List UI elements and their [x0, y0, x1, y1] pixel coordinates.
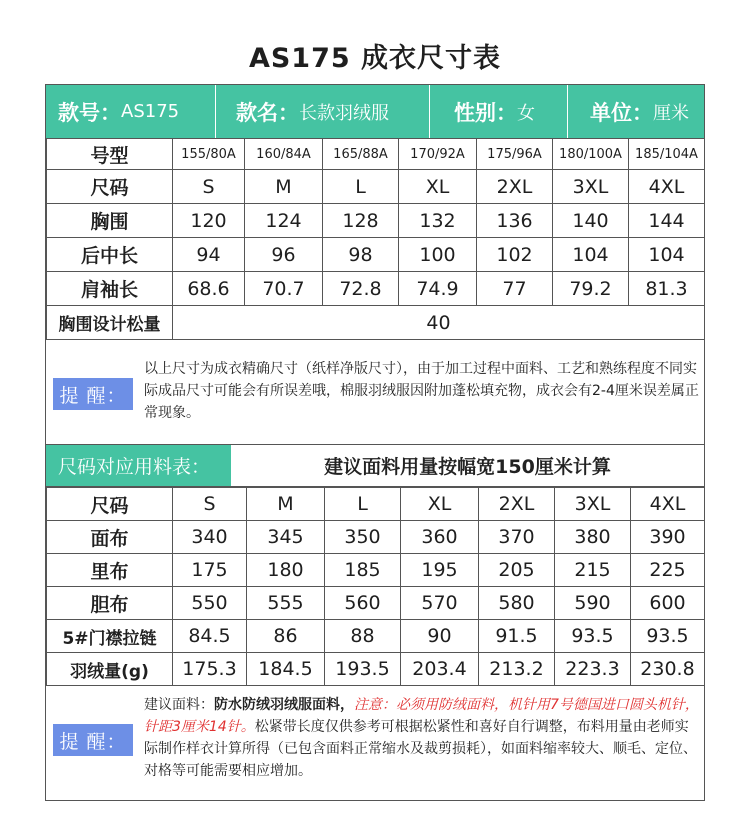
table-cell: 350: [325, 521, 401, 554]
table-cell: 124: [245, 204, 323, 238]
table-row: [47, 139, 705, 170]
table-cell: S: [173, 170, 245, 204]
table-cell: 175: [173, 554, 247, 587]
note-warning: 注意：必须用防绒面料，机针用7号德国进口圆头机针，针距3厘米14针。: [144, 697, 699, 735]
note-text: [144, 694, 699, 782]
table-cell: 91.5: [479, 620, 555, 653]
table-cell: 3XL: [553, 170, 629, 204]
table-cell: 170/92A: [399, 139, 477, 170]
table-cell: 340: [173, 521, 247, 554]
table-cell: 68.6: [173, 272, 245, 306]
table-cell: 144: [629, 204, 705, 238]
gender-value: 女: [517, 102, 535, 124]
table-cell: 205: [479, 554, 555, 587]
row-header: 胆布: [47, 587, 173, 620]
table-cell: XL: [399, 170, 477, 204]
note-fabric-advice: [46, 684, 704, 801]
table-cell: 203.4: [401, 653, 479, 686]
row-header: 尺码: [47, 488, 173, 521]
table-cell: 193.5: [325, 653, 401, 686]
table-cell: 580: [479, 587, 555, 620]
table-cell: 184.5: [247, 653, 325, 686]
table-cell: 70.7: [245, 272, 323, 306]
table-cell: 175/96A: [477, 139, 553, 170]
tip-badge: 提 醒：: [53, 724, 133, 756]
table-cell: 2XL: [479, 488, 555, 521]
fabric-table: [46, 487, 705, 686]
note-rest: 松紧带长度仅供参考可根据松紧性和喜好自行调整，布料用量由老师实际制作样衣计算所得（已包含面料正常缩水及裁剪损耗），如面料缩率较大、顺毛、定位、对格等可能需要相应增加。: [144, 719, 697, 779]
table-row: [47, 488, 705, 521]
gender-label: 性别：: [454, 100, 517, 125]
table-cell: 185: [325, 554, 401, 587]
table-cell: 79.2: [553, 272, 629, 306]
table-cell: 160/84A: [245, 139, 323, 170]
table-row: [47, 587, 705, 620]
row-header: 号型: [47, 139, 173, 170]
row-header: 尺码: [47, 170, 173, 204]
table-cell: M: [247, 488, 325, 521]
table-row: [47, 620, 705, 653]
page-title: AS175 成衣尺寸表: [248, 43, 502, 74]
note-fabric: 防水防绒羽绒服面料，: [214, 697, 354, 713]
table-cell: L: [323, 170, 399, 204]
unit-value: 厘米: [653, 102, 689, 124]
table-row: [47, 238, 705, 272]
table-row: [47, 272, 705, 306]
table-cell: 90: [401, 620, 479, 653]
header-bar: [46, 85, 704, 138]
table-cell: S: [173, 488, 247, 521]
row-header: 后中长: [47, 238, 173, 272]
table-cell: 215: [555, 554, 631, 587]
model-value: AS175: [121, 101, 180, 122]
table-cell: 155/80A: [173, 139, 245, 170]
table-cell: 555: [247, 587, 325, 620]
table-cell: 74.9: [399, 272, 477, 306]
table-cell: 96: [245, 238, 323, 272]
table-cell: 4XL: [631, 488, 705, 521]
table-cell: 175.3: [173, 653, 247, 686]
table-cell: 72.8: [323, 272, 399, 306]
table-cell: 195: [401, 554, 479, 587]
fabric-section-header: [46, 445, 704, 487]
size-chart-frame: [45, 84, 705, 801]
name-label: 款名：: [236, 100, 299, 125]
row-header: 胸围: [47, 204, 173, 238]
size-table: [46, 138, 705, 340]
table-cell: 185/104A: [629, 139, 705, 170]
unit-label: 单位：: [590, 100, 653, 125]
table-cell: L: [325, 488, 401, 521]
table-row: [47, 521, 705, 554]
table-row: [47, 204, 705, 238]
table-cell: 550: [173, 587, 247, 620]
table-cell: 570: [401, 587, 479, 620]
row-header: 肩袖长: [47, 272, 173, 306]
table-cell: 165/88A: [323, 139, 399, 170]
table-cell: 180: [247, 554, 325, 587]
table-row: [47, 306, 705, 340]
table-cell: 136: [477, 204, 553, 238]
table-cell: 81.3: [629, 272, 705, 306]
note-prefix: 建议面料：: [144, 697, 214, 713]
table-row: [47, 554, 705, 587]
table-cell: 360: [401, 521, 479, 554]
header-gender: [430, 85, 568, 138]
header-name: [216, 85, 430, 138]
table-cell: 223.3: [555, 653, 631, 686]
table-cell: 88: [325, 620, 401, 653]
name-value: 长款羽绒服: [299, 102, 389, 124]
note-size-accuracy: [46, 341, 704, 445]
table-cell: 213.2: [479, 653, 555, 686]
table-cell: M: [245, 170, 323, 204]
table-cell: 390: [631, 521, 705, 554]
table-cell: 2XL: [477, 170, 553, 204]
table-cell: 77: [477, 272, 553, 306]
table-cell: 230.8: [631, 653, 705, 686]
table-cell: 104: [629, 238, 705, 272]
table-cell: 380: [555, 521, 631, 554]
table-row: [47, 653, 705, 686]
table-cell: 93.5: [555, 620, 631, 653]
table-cell: 98: [323, 238, 399, 272]
table-cell: 560: [325, 587, 401, 620]
table-cell: 225: [631, 554, 705, 587]
row-header: 面布: [47, 521, 173, 554]
table-cell: 128: [323, 204, 399, 238]
header-unit: [568, 85, 704, 138]
table-cell: 370: [479, 521, 555, 554]
fabric-section-label: 尺码对应用料表：: [46, 445, 231, 486]
note-text: 以上尺寸为成衣精确尺寸（纸样净版尺寸），由于加工过程中面料、工艺和熟练程度不同实际成品尺寸可能会有所误差哦，棉服羽绒服因附加蓬松填充物，成衣会有2-4厘米误差属正常现象。: [144, 361, 699, 421]
table-cell: XL: [401, 488, 479, 521]
table-row: [47, 170, 705, 204]
fabric-section-subtitle: 建议面料用量按幅宽150厘米计算: [324, 456, 611, 478]
table-cell: 100: [399, 238, 477, 272]
table-cell: 345: [247, 521, 325, 554]
header-model: [46, 85, 216, 138]
table-cell: 140: [553, 204, 629, 238]
row-header: 里布: [47, 554, 173, 587]
row-header: 羽绒量(g): [47, 653, 173, 686]
table-cell: 94: [173, 238, 245, 272]
table-cell: 600: [631, 587, 705, 620]
table-cell: 590: [555, 587, 631, 620]
table-cell: 86: [247, 620, 325, 653]
table-cell: 102: [477, 238, 553, 272]
table-cell: 84.5: [173, 620, 247, 653]
table-cell: 104: [553, 238, 629, 272]
table-cell: 132: [399, 204, 477, 238]
table-cell: 4XL: [629, 170, 705, 204]
table-cell: 180/100A: [553, 139, 629, 170]
tip-badge: 提 醒：: [53, 378, 133, 410]
table-cell: 93.5: [631, 620, 705, 653]
model-label: 款号：: [58, 100, 121, 125]
table-cell: 120: [173, 204, 245, 238]
row-header: 5#门襟拉链: [47, 620, 173, 653]
table-cell: 3XL: [555, 488, 631, 521]
ease-value: 40: [173, 306, 705, 340]
row-header: 胸围设计松量: [47, 306, 173, 340]
